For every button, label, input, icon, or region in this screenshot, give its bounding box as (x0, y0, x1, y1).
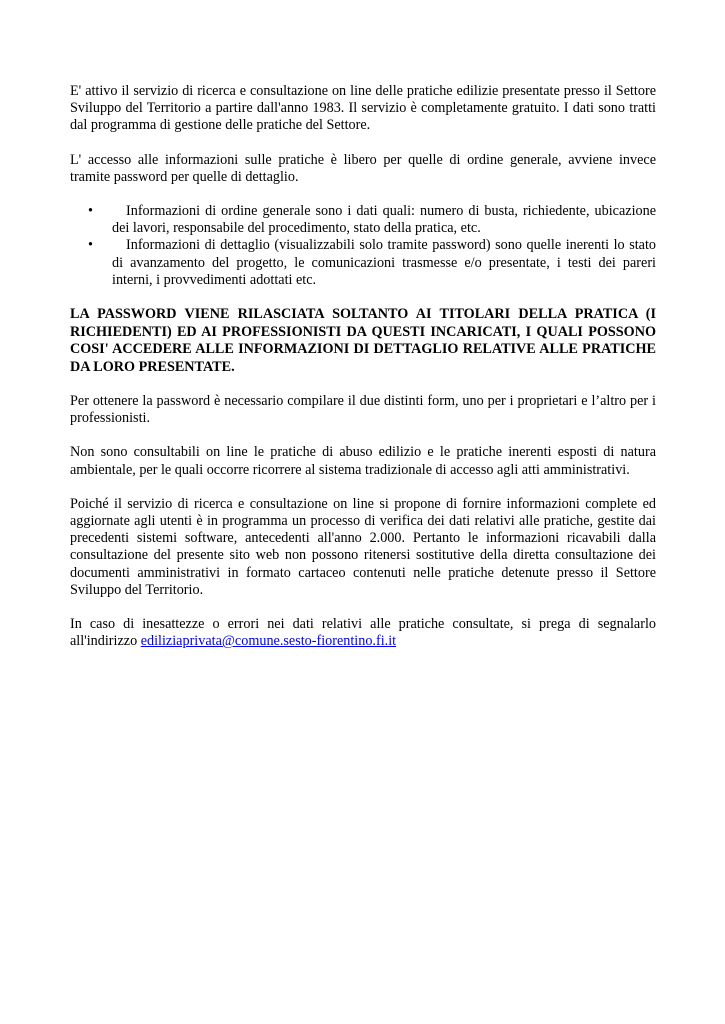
bullet-icon: • (88, 237, 93, 254)
document-page (70, 83, 656, 650)
list-item (70, 237, 656, 289)
bullet-icon: • (88, 203, 93, 220)
info-types-list (70, 203, 656, 289)
detail-info-text: Informazioni di dettaglio (visualizzabili solo tramite password) sono quelle inerenti lo stato di avanzamento del progetto, le comunicazioni trasmesse e/o presentate, i testi dei pareri interni, i provvedimenti adottati etc. (112, 237, 656, 288)
intro-paragraph: E' attivo il servizio di ricerca e consultazione on line delle pratiche edilizie presentate presso il Settore Sviluppo del Territorio a partire dall'anno 1983. Il servizio è completamente gratuito. I dati sono tratti dal programma di gestione delle pratiche del Settore. (70, 83, 656, 134)
password-form-paragraph: Per ottenere la password è necessario compilare il due distinti form, uno per i proprietari e l’altro per i professionisti. (70, 393, 656, 427)
password-notice: LA PASSWORD VIENE RILASCIATA SOLTANTO AI TITOLARI DELLA PRATICA (I RICHIEDENTI) ED AI PROFESSIONISTI DA QUESTI INCARICATI, I QUALI POSSONO COSI' ACCEDERE ALLE INFORMAZIONI DI DETTAGLIO RELATIVE ALLE PRATICHE DA LORO PRESENTATE. (70, 306, 656, 375)
exclusions-paragraph: Non sono consultabili on line le pratiche di abuso edilizio e le pratiche inerenti esposti di natura ambientale, per le quali occorre ricorrere al sistema tradizionale di accesso agli atti amministrativi. (70, 444, 656, 478)
list-item (70, 203, 656, 237)
contact-email-link[interactable]: ediliziaprivata@comune.sesto-fiorentino.fi.it (140, 633, 397, 650)
contact-text: In caso di inesattezze o errori nei dati relativi alle pratiche consultate, si prega di segnalarlo all'indirizzo (70, 616, 656, 650)
access-paragraph: L' accesso alle informazioni sulle pratiche è libero per quelle di ordine generale, avviene invece tramite password per quelle di dettaglio. (70, 151, 656, 185)
general-info-text: Informazioni di ordine generale sono i dati quali: numero di busta, richiedente, ubicazione dei lavori, responsabile del procedimento, stato della pratica, etc. (112, 203, 656, 237)
disclaimer-paragraph: Poiché il servizio di ricerca e consultazione on line si propone di fornire informazioni complete ed aggiornate agli utenti è in programma un processo di verifica dei dati relativi alle pratiche, gestite dai precedenti sistemi software, antecedenti all'anno 2.000. Pertanto le informazioni ricavabili dalla consultazione del presente sito web non possono ritenersi sostitutive della diretta consultazione dei documenti amministrativi in formato cartaceo contenuti nelle pratiche detenute presso il Settore Sviluppo del Territorio. (70, 495, 656, 598)
contact-paragraph (70, 616, 656, 650)
